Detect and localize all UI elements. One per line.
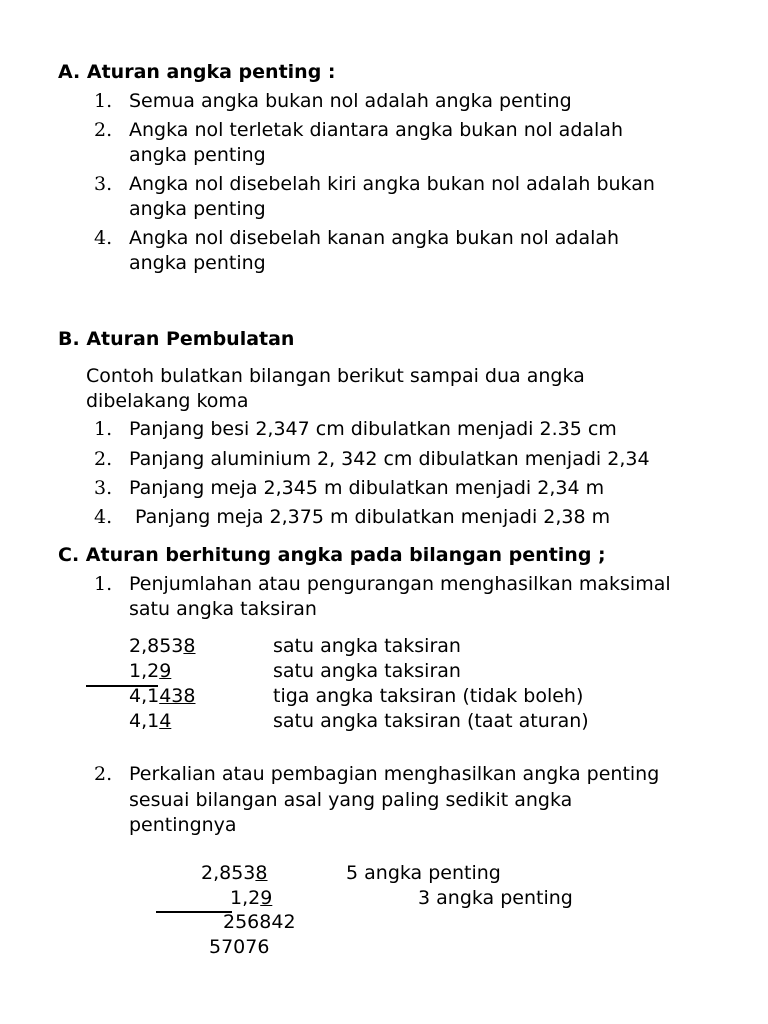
example-note: 5 angka penting xyxy=(346,862,501,884)
list-item-text: Panjang meja 2,345 m dibulatkan menjadi 2,34 m xyxy=(129,477,605,499)
list-number: 2. xyxy=(94,119,113,141)
list-item-text: Angka nol disebelah kanan angka bukan nol adalah xyxy=(129,227,620,249)
example-number: 2,8538 xyxy=(201,862,268,884)
list-item-text: Penjumlahan atau pengurangan menghasilkan maksimal xyxy=(129,573,671,595)
partial-product: 256842 xyxy=(223,911,296,933)
section-c-heading: C. Aturan berhitung angka pada bilangan penting ; xyxy=(58,544,606,566)
list-number: 2. xyxy=(94,763,113,785)
list-number: 3. xyxy=(94,173,113,195)
list-item-text: Panjang meja 2,375 m dibulatkan menjadi 2,38 m xyxy=(129,506,611,528)
example-number: 1,29 xyxy=(129,660,172,682)
list-item-text: Angka nol terletak diantara angka bukan nol adalah xyxy=(129,119,623,141)
example-number: 2,8538 xyxy=(129,635,196,657)
example-number: 1,29 xyxy=(230,887,273,909)
section-b-intro: Contoh bulatkan bilangan berikut sampai dua angka xyxy=(86,365,585,387)
list-item-text: angka penting xyxy=(129,252,266,274)
section-a-heading: A. Aturan angka penting : xyxy=(58,61,336,83)
list-item-text: Panjang aluminium 2, 342 cm dibulatkan menjadi 2,34 xyxy=(129,448,650,470)
list-number: 1. xyxy=(94,90,113,112)
example-number: 4,1438 xyxy=(129,685,196,707)
list-number: 2. xyxy=(94,448,113,470)
product-line xyxy=(156,911,232,913)
list-number: 1. xyxy=(94,573,113,595)
list-item-text: Semua angka bukan nol adalah angka penting xyxy=(129,90,572,112)
list-number: 4. xyxy=(94,506,113,528)
list-item-text: satu angka taksiran xyxy=(129,598,317,620)
list-item-text: angka penting xyxy=(129,198,266,220)
list-number: 3. xyxy=(94,477,113,499)
example-number: 4,14 xyxy=(129,710,172,732)
list-number: 1. xyxy=(94,418,113,440)
example-note: satu angka taksiran xyxy=(273,660,461,682)
section-b-intro: dibelakang koma xyxy=(86,390,249,412)
section-b-heading: B. Aturan Pembulatan xyxy=(58,328,295,350)
list-item-text: Panjang besi 2,347 cm dibulatkan menjadi 2.35 cm xyxy=(129,418,617,440)
list-item-text: Perkalian atau pembagian menghasilkan angka penting xyxy=(129,763,660,785)
list-item-text: Angka nol disebelah kiri angka bukan nol adalah bukan xyxy=(129,173,655,195)
list-number: 4. xyxy=(94,227,113,249)
example-note: satu angka taksiran (taat aturan) xyxy=(273,710,589,732)
partial-product: 57076 xyxy=(209,936,270,958)
example-note: tiga angka taksiran (tidak boleh) xyxy=(273,685,584,707)
example-note: 3 angka penting xyxy=(418,887,573,909)
example-note: satu angka taksiran xyxy=(273,635,461,657)
list-item-text: angka penting xyxy=(129,144,266,166)
list-item-text: pentingnya xyxy=(129,814,237,836)
list-item-text: sesuai bilangan asal yang paling sedikit angka xyxy=(129,789,573,811)
